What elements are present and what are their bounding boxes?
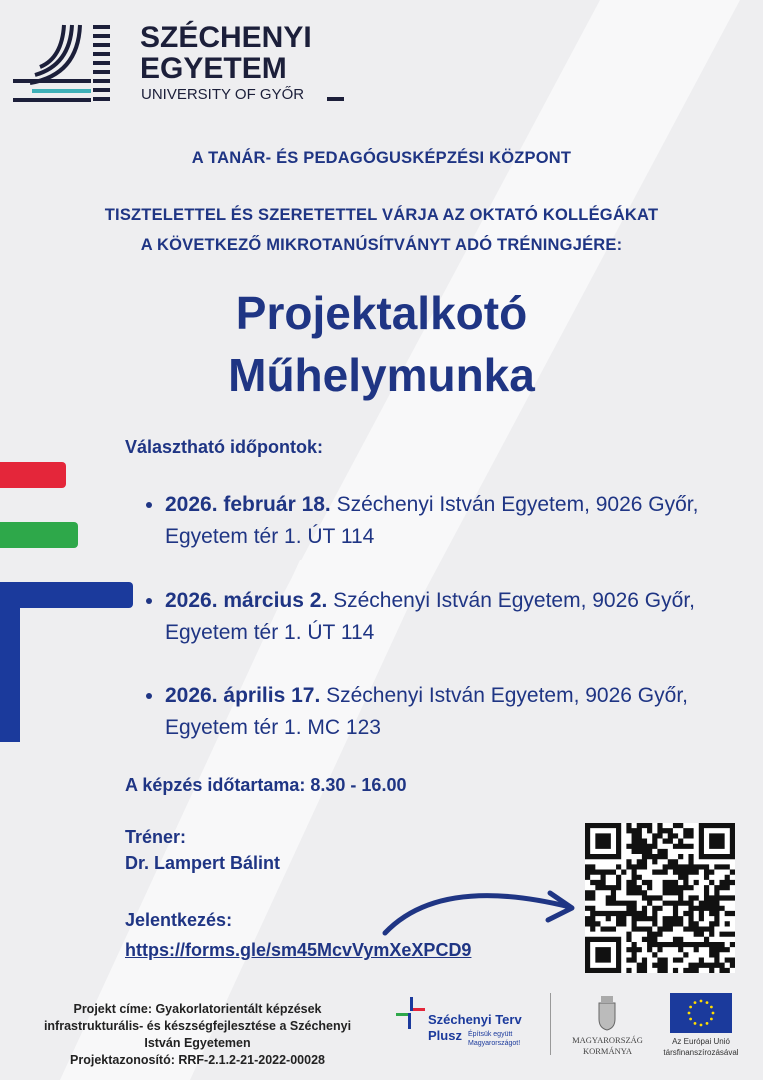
bullet	[146, 598, 152, 604]
logo-name-line1: SZÉCHENYI	[140, 21, 312, 54]
qr-modules	[585, 823, 735, 973]
star-icon	[694, 1022, 697, 1025]
date-item	[165, 585, 725, 649]
invitation-line2: A KÖVETKEZŐ MIKROTANÚSÍTVÁNYT ADÓ TRÉNINGJÉRE:	[140, 236, 623, 254]
star-icon	[706, 1022, 709, 1025]
eu-flag-icon	[670, 993, 732, 1033]
hungarian-coat-of-arms-icon	[596, 993, 618, 1031]
eu-line: társfinanszírozásával	[663, 1048, 739, 1057]
signup-link[interactable]: https://forms.gle/sm45McvVymXeXPCD9	[125, 940, 472, 960]
star-icon	[688, 1012, 691, 1015]
invitation-line1: TISZTELETTEL ÉS SZERETETTEL VÁRJA AZ OKTATÓ KOLLÉGÁKAT	[104, 206, 659, 224]
logo-name	[140, 22, 312, 84]
logo-name-line2: EGYETEM	[140, 52, 287, 85]
star-icon	[700, 1024, 703, 1027]
star-icon	[706, 1001, 709, 1004]
event-title	[0, 282, 763, 406]
project-title-line: Projekt címe: Gyakorlatorientált képzések	[73, 1002, 322, 1016]
eu-label	[650, 1036, 752, 1058]
bullet	[146, 502, 152, 508]
trainer-name: Dr. Lampert Bálint	[125, 853, 281, 873]
government-label	[560, 1035, 655, 1057]
szechenyi-terv-logo-icon	[396, 997, 426, 1031]
location: Széchenyi István Egyetem, 9026 Győr, Egyetem tér 1. ÚT 114	[165, 589, 695, 644]
date-item	[165, 489, 725, 553]
signup-label: Jelentkezés:	[125, 910, 233, 930]
qr-code[interactable]	[585, 823, 735, 973]
dates-label: Választható időpontok:	[125, 437, 323, 457]
star-icon	[694, 1001, 697, 1004]
event-title-line1: Projektalkotó	[235, 287, 528, 339]
trainer-label: Tréner:	[125, 827, 187, 847]
slogan-line: Magyarországot!	[468, 1040, 521, 1047]
star-icon	[700, 1000, 703, 1003]
gov-line: MAGYARORSZÁG	[572, 1035, 643, 1045]
blue-stripe-vertical	[0, 582, 20, 742]
slogan	[468, 1030, 520, 1048]
university-logo-mark	[10, 20, 115, 105]
logo-dash	[327, 97, 344, 101]
bullet	[146, 693, 152, 699]
slogan-line: Építsük együtt	[468, 1031, 513, 1038]
star-icon	[712, 1012, 715, 1015]
date-item	[165, 680, 725, 744]
project-title-line: István Egyetemen	[144, 1036, 251, 1050]
eu-line: Az Európai Unió	[672, 1037, 730, 1046]
location: Széchenyi István Egyetem, 9026 Győr, Egyetem tér 1. ÚT 114	[165, 493, 699, 548]
event-title-line2: Műhelymunka	[228, 349, 535, 401]
red-stripe	[0, 462, 66, 488]
star-icon	[710, 1018, 713, 1021]
date: 2026. április 17.	[165, 684, 321, 707]
szechenyi-terv-label: Széchenyi Terv	[428, 1012, 522, 1027]
gov-line: KORMÁNYA	[582, 1046, 633, 1056]
green-stripe	[0, 522, 78, 548]
plusz-label: Plusz	[428, 1028, 462, 1043]
project-id: Projektazonosító: RRF-2.1.2-21-2022-00028	[70, 1053, 325, 1067]
star-icon	[689, 1006, 692, 1009]
project-title-line: infrastrukturális- és készségfejlesztése a Széchenyi	[43, 1019, 352, 1033]
arrow-icon	[380, 875, 580, 945]
star-icon	[710, 1006, 713, 1009]
center-name: A TANÁR- ÉS PEDAGÓGUSKÉPZÉSI KÖZPONT	[191, 149, 572, 167]
duration: A képzés időtartama: 8.30 - 16.00	[125, 775, 407, 795]
divider	[550, 993, 551, 1055]
logo-subtitle: UNIVERSITY OF GYŐR	[141, 86, 305, 103]
date: 2026. február 18.	[165, 493, 331, 516]
project-info	[20, 1001, 375, 1069]
date: 2026. március 2.	[165, 589, 328, 612]
location: Széchenyi István Egyetem, 9026 Győr, Egyetem tér 1. MC 123	[165, 684, 688, 739]
star-icon	[689, 1018, 692, 1021]
